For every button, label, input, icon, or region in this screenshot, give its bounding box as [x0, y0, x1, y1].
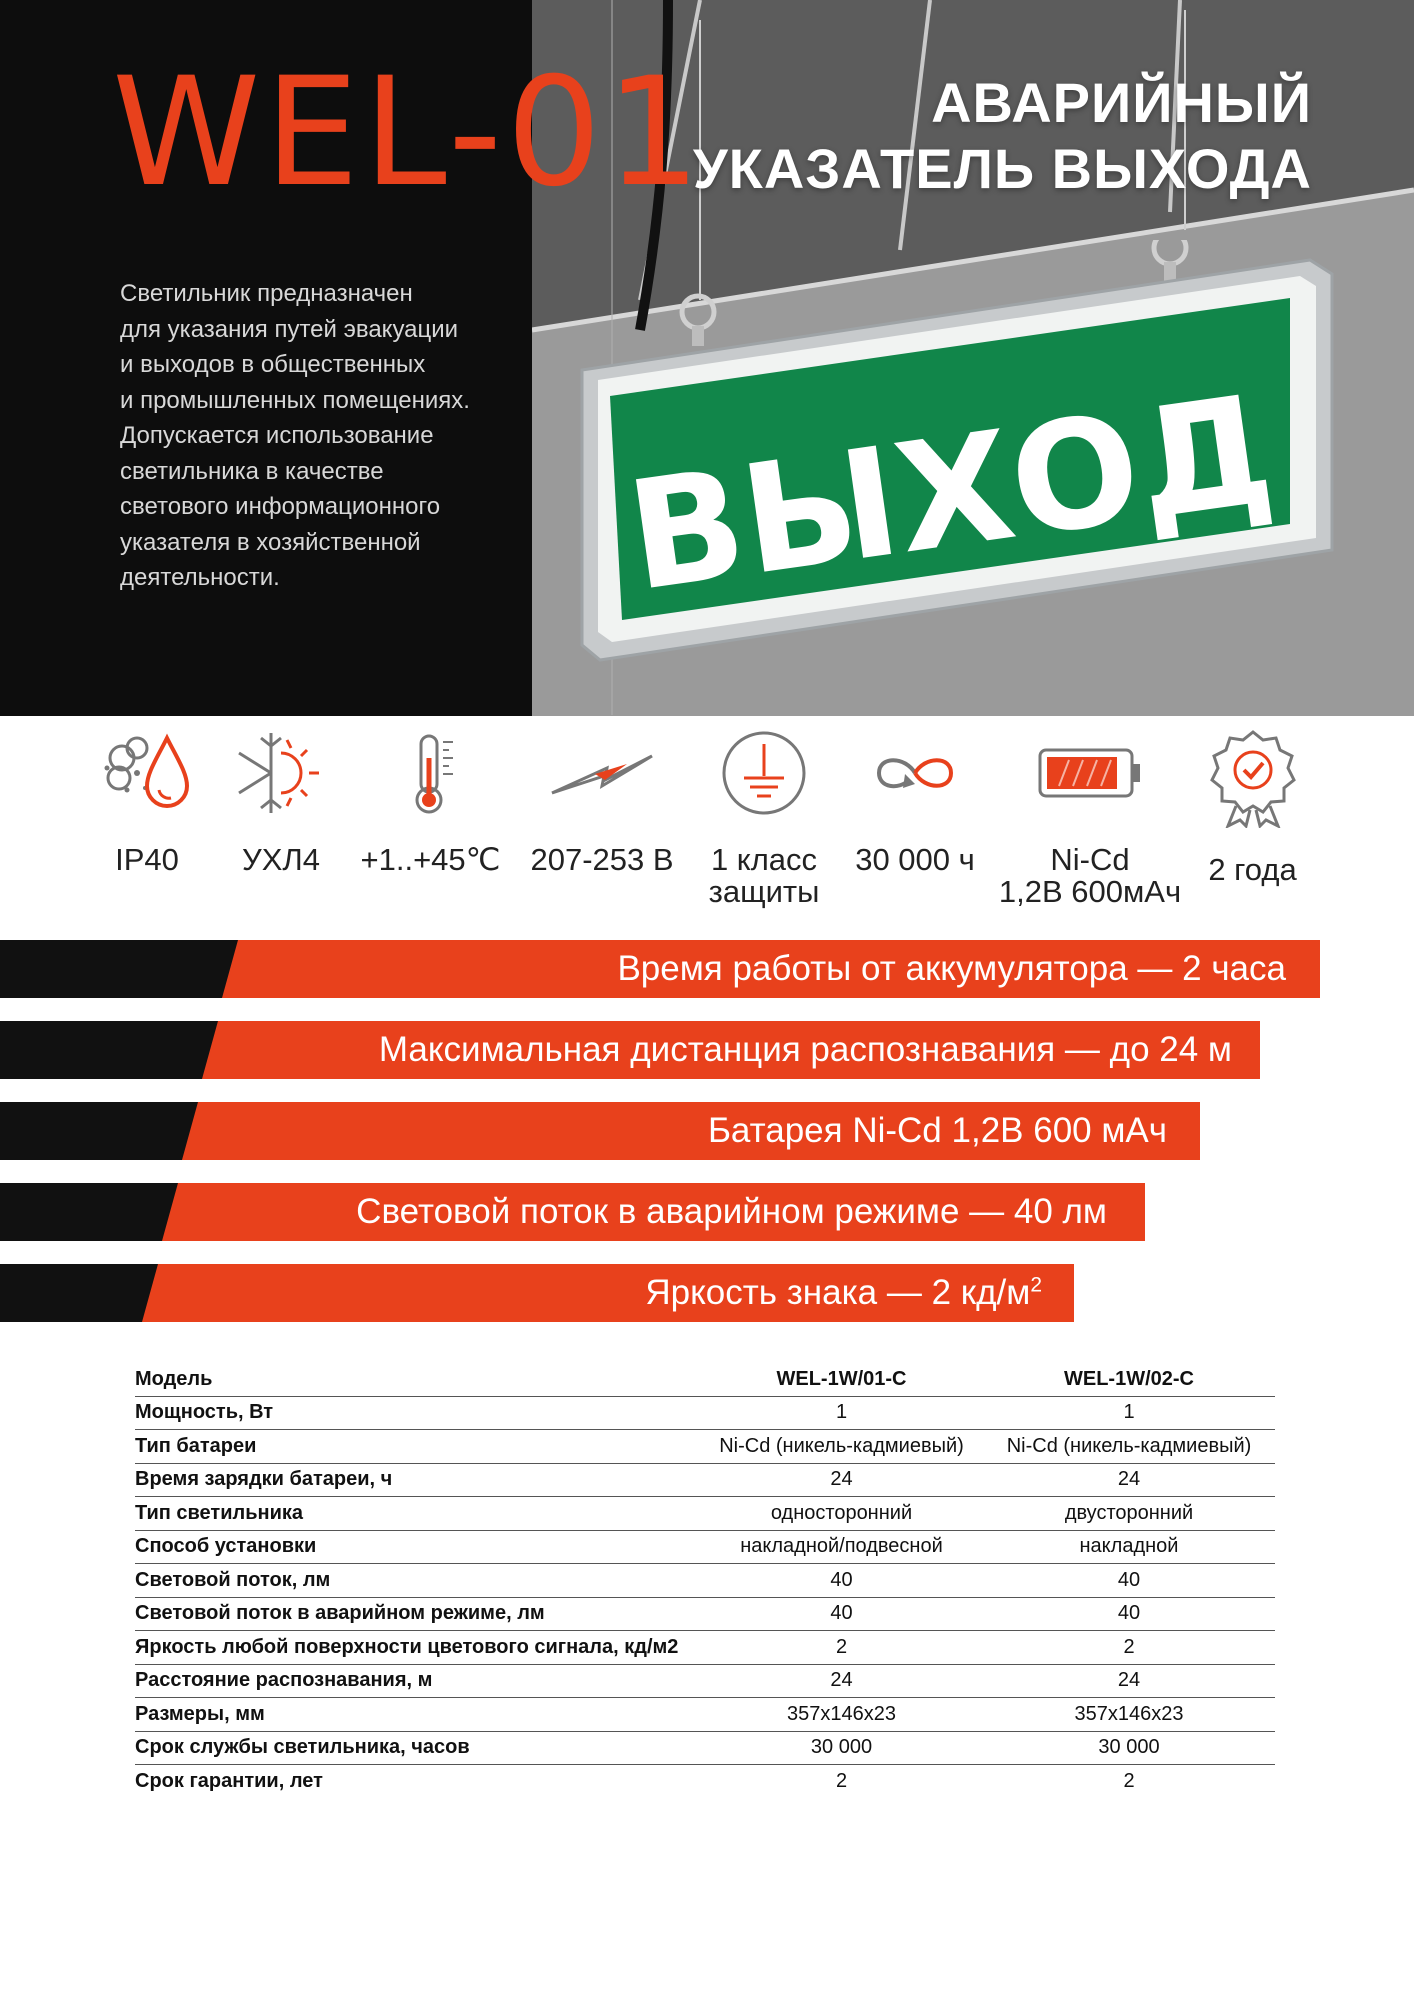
banner-black-stripe [0, 1102, 210, 1160]
table-cell-value: Ni-Cd (никель-кадмиевый) [983, 1430, 1275, 1464]
feature-temperature [358, 728, 503, 876]
battery-icon [1035, 728, 1145, 818]
banner-text: Максимальная дистанция распознавания — до 24 м [378, 1030, 1232, 1069]
banner [0, 940, 1320, 998]
feature-label: Ni-Cd 1,2В 600мАч [998, 842, 1182, 909]
table-cell-param: Тип батареи [135, 1430, 700, 1464]
table-row [135, 1698, 1275, 1732]
feature-ip40 [92, 728, 202, 876]
table-cell-param: Мощность, Вт [135, 1396, 700, 1430]
table-row [135, 1731, 1275, 1765]
banner-text: Время работы от аккумулятора — 2 часа [617, 949, 1286, 988]
feature-protection-class [694, 728, 834, 908]
table-cell-value: 2 [835, 1769, 848, 1792]
table-row [135, 1463, 1275, 1497]
feature-battery [990, 728, 1190, 908]
table-cell-value: 24 [700, 1664, 983, 1698]
table-cell-param: Время зарядки батареи, ч [135, 1463, 700, 1497]
infinity-icon [865, 728, 965, 818]
dust-water-icon [97, 728, 197, 818]
table-cell-value: 30 000 [700, 1731, 983, 1765]
thermometer-icon [381, 728, 481, 818]
table-cell-param: Яркость любой поверхности цветового сигнала, кд/м2 [135, 1631, 700, 1665]
table-cell-param: Способ установки [135, 1530, 700, 1564]
table-cell-param: Тип светильника [135, 1497, 700, 1531]
banner-black-stripe [0, 940, 250, 998]
table-cell-value: 2 [700, 1631, 983, 1665]
table-cell-value: 2 [1123, 1769, 1135, 1792]
banner [0, 1183, 1145, 1241]
table-header-cell: WEL-1W/01-C [700, 1363, 983, 1396]
banner-text-main: Яркость знака — 2 кд/м [645, 1273, 1031, 1312]
lightning-icon [547, 728, 657, 818]
table-cell-value: 24 [983, 1664, 1275, 1698]
table-cell-value: 40 [700, 1597, 983, 1631]
table-cell-param: Размеры, мм [135, 1698, 700, 1732]
banner-black-stripe [0, 1021, 230, 1079]
headline-line-1: АВАРИЙНЫЙ [931, 71, 1312, 134]
table-cell-value: 40 [983, 1564, 1275, 1598]
feature-label: IP40 [115, 842, 179, 877]
banner-text: Батарея Ni-Cd 1,2В 600 мАч [707, 1111, 1167, 1150]
table-cell-value: 2 [983, 1631, 1275, 1665]
table-header-cell: Модель [135, 1363, 700, 1396]
table-cell-value: 30 000 [983, 1731, 1275, 1765]
ground-icon [719, 728, 809, 818]
table-cell-value: накладной [983, 1530, 1275, 1564]
table-cell-value: Ni-Cd (никель-кадмиевый) [700, 1430, 983, 1464]
feature-label: 1 класс защиты [708, 842, 820, 909]
banner [0, 1264, 1074, 1322]
table-cell-value: 40 [983, 1597, 1275, 1631]
feature-label: 2 года [1208, 852, 1297, 887]
table-row [135, 1597, 1275, 1631]
table-cell-param: Срок службы светильника, часов [135, 1731, 700, 1765]
feature-label: +1..+45℃ [360, 842, 501, 877]
feature-label: 207-253 В [530, 842, 674, 877]
spec-table [135, 1363, 1275, 1798]
table-cell-value: накладной/подвесной [700, 1530, 983, 1564]
feature-lifetime [845, 728, 985, 876]
banner [0, 1021, 1260, 1079]
model-title: WEL-01 [112, 46, 706, 220]
table-cell-value: 24 [983, 1463, 1275, 1497]
feature-warranty [1190, 728, 1315, 886]
banner-text-superscript: 2 [1030, 1273, 1042, 1297]
table-cell-value: 357x146x23 [700, 1698, 983, 1732]
table-row [135, 1396, 1275, 1430]
table-row [135, 1430, 1275, 1464]
table-cell-param: Расстояние распознавания, м [135, 1664, 700, 1698]
table-cell-value: 357x146x23 [983, 1698, 1275, 1732]
hero-description: Светильник предназначен для указания путей эвакуации и выходов в общественных и промышленных помещениях. Допускается использование светильника в качестве светового информационного указателя в хозяйственной деятельности. [120, 280, 470, 591]
banner-text [142, 1264, 1042, 1322]
table-row [135, 1530, 1275, 1564]
table-cell-value: 24 [700, 1463, 983, 1497]
table-row [135, 1765, 1275, 1798]
award-icon [1208, 728, 1298, 828]
table-cell-value: 1 [700, 1396, 983, 1430]
feature-climate [226, 728, 336, 876]
table-row [135, 1664, 1275, 1698]
exit-sign-illustration [570, 240, 1340, 680]
feature-label: УХЛ4 [242, 842, 320, 877]
hanging-ring [682, 296, 714, 328]
table-cell-param: Срок гарантии, лет [135, 1769, 323, 1792]
banner-text: Световой поток в аварийном режиме — 40 лм [356, 1192, 1107, 1231]
snowflake-sun-icon [231, 728, 331, 818]
hero-section [0, 0, 1414, 716]
table-cell-value: двусторонний [983, 1497, 1275, 1531]
features-row [0, 728, 1414, 928]
headline-line-2: УКАЗАТЕЛЬ ВЫХОДА [692, 137, 1312, 200]
table-cell-param: Световой поток, лм [135, 1564, 700, 1598]
feature-voltage [522, 728, 682, 876]
table-row [135, 1631, 1275, 1665]
banner [0, 1102, 1200, 1160]
table-row [135, 1564, 1275, 1598]
sign-text: ВЫХОД [618, 362, 1283, 626]
table-cell-value: односторонний [700, 1497, 983, 1531]
table-header-row [135, 1363, 1275, 1396]
table-row [135, 1497, 1275, 1531]
table-cell-value: 1 [983, 1396, 1275, 1430]
hanging-ring [1154, 240, 1186, 264]
feature-label: 30 000 ч [855, 842, 975, 877]
table-cell-value: 40 [700, 1564, 983, 1598]
table-cell-param: Световой поток в аварийном режиме, лм [135, 1597, 700, 1631]
table-header-cell: WEL-1W/02-C [983, 1363, 1275, 1396]
headline [693, 70, 1312, 202]
